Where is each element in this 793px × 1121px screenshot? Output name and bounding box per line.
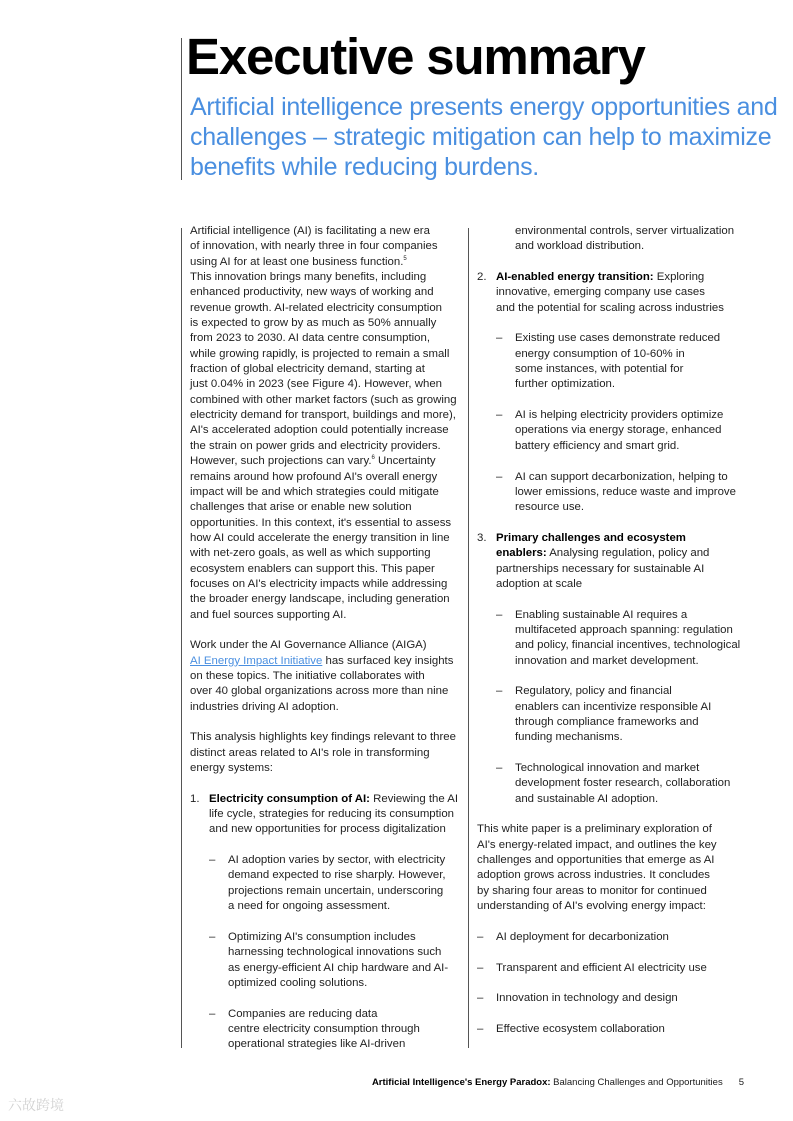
footnote-ref: 6: [371, 455, 375, 462]
line: on these topics. The initiative collaborates with: [190, 669, 425, 682]
line: AI's energy-related impact, and outlines the key: [477, 838, 717, 851]
line: partnerships necessary for sustainable AI: [496, 562, 705, 575]
line: Technological innovation and market: [515, 762, 700, 775]
ai-energy-impact-initiative-link[interactable]: AI Energy Impact Initiative: [190, 654, 323, 667]
line: Enabling sustainable AI requires a: [515, 608, 688, 621]
page-subtitle: Artificial intelligence presents energy opportunities and challenges – strategic mitigation can help to maximize benefits while reducing burdens.: [190, 93, 778, 181]
line: This analysis highlights key findings relevant to three: [190, 731, 456, 744]
line: Existing use cases demonstrate reduced: [515, 332, 721, 345]
line: funding mechanisms.: [515, 731, 623, 744]
right-column: [477, 224, 777, 1037]
line: resource use.: [515, 501, 585, 514]
line: AI adoption varies by sector, with electricity: [228, 854, 446, 867]
line: impact will be and which strategies could mitigate: [190, 485, 439, 498]
line: Analysing regulation, policy and: [546, 547, 710, 560]
footnote-ref: 5: [403, 255, 407, 262]
line: enhanced productivity, new ways of working and: [190, 286, 434, 299]
line: focuses on AI's electricity impacts while addressing: [190, 577, 448, 590]
line: adoption grows across industries. It concludes: [477, 869, 710, 882]
line: a need for ongoing assessment.: [228, 900, 391, 913]
line: life cycle, strategies for reducing its consumption: [209, 808, 455, 821]
line: operations via energy storage, enhanced: [515, 424, 722, 437]
watermark-text: 六故跨境: [8, 1097, 64, 1113]
dash-marker: –: [496, 608, 503, 621]
dash-marker: –: [209, 1007, 216, 1020]
line: This innovation brings many benefits, including: [190, 271, 427, 284]
line: combined with other market factors (such as growing: [190, 393, 457, 406]
line: challenges that arise or enable new solution: [190, 501, 412, 514]
numbered-item-1: [190, 792, 462, 838]
line: distinct areas related to AI's role in transforming: [190, 746, 430, 759]
line: challenges and opportunities that emerge as AI: [477, 854, 715, 867]
monitor-area-text: Transparent and efficient AI electricity use: [496, 961, 707, 974]
line: AI's accelerated adoption could potentially increase: [190, 424, 449, 437]
line: how AI could accelerate the energy transition in line: [190, 531, 450, 544]
line: by sharing four areas to monitor for continued: [477, 884, 707, 897]
dash-marker: –: [496, 409, 503, 422]
page-footer: [372, 1077, 744, 1088]
numbered-item-3: [477, 531, 777, 592]
line: demand expected to rise sharply. However,: [228, 869, 446, 882]
line: harnessing technological innovations such: [228, 946, 442, 959]
line: while growing rapidly, is projected to remain a small: [190, 347, 450, 360]
bullet-item: [477, 684, 777, 745]
line: multifaceted approach spanning: regulation: [515, 623, 733, 636]
dash-marker: –: [477, 1022, 484, 1035]
line: Companies are reducing data: [228, 1007, 378, 1020]
line: projections remain uncertain, underscoring: [228, 884, 444, 897]
context-paragraph: [190, 270, 462, 623]
monitor-area-item: [477, 991, 777, 1006]
bullet-item: [477, 761, 777, 807]
monitor-area-text: AI deployment for decarbonization: [496, 930, 669, 943]
line: ecosystem enablers can support this. This paper: [190, 562, 435, 575]
monitor-area-text: Effective ecosystem collaboration: [496, 1022, 665, 1035]
dash-marker: –: [496, 685, 503, 698]
line: Uncertainty: [374, 455, 436, 468]
bullet-continuation: [477, 224, 777, 255]
intro-paragraph: [190, 224, 462, 270]
line: is expected to grow by as much as 50% annually: [190, 317, 437, 330]
line: AI is helping electricity providers optimize: [515, 409, 724, 422]
line: from 2023 to 2030. AI data centre consumption,: [190, 332, 430, 345]
item-heading: AI-enabled energy transition:: [496, 271, 654, 284]
monitor-area-text: Innovation in technology and design: [496, 992, 678, 1005]
line: lower emissions, reduce waste and improve: [515, 485, 736, 498]
line: environmental controls, server virtualization: [515, 225, 735, 237]
line: through compliance frameworks and: [515, 716, 699, 728]
line: and fuel sources supporting AI.: [190, 608, 347, 621]
line: development foster research, collaboration: [515, 777, 731, 790]
line: AI can support decarbonization, helping to: [515, 470, 728, 483]
analysis-paragraph: [190, 730, 462, 776]
left-column-rule: [181, 228, 182, 1048]
dash-marker: –: [477, 930, 484, 943]
bullet-item: [477, 408, 777, 454]
line: fraction of global electricity demand, starting at: [190, 363, 425, 376]
right-column-rule: [468, 228, 469, 1048]
line: energy systems:: [190, 762, 273, 775]
line: centre electricity consumption through: [228, 1022, 420, 1035]
line: and new opportunities for process digitalization: [209, 823, 446, 836]
aiga-paragraph: [190, 638, 462, 715]
line: Reviewing the AI: [369, 792, 458, 805]
page-number: 5: [738, 1077, 744, 1088]
item-heading: enablers:: [496, 547, 547, 560]
line: industries driving AI adoption.: [190, 700, 339, 713]
item-heading: Primary challenges and ecosystem: [496, 531, 686, 544]
line: remains around how profound AI's overall energy: [190, 470, 438, 483]
line: enablers can incentivize responsible AI: [515, 700, 712, 713]
numbered-item-2: [477, 270, 777, 316]
bullet-item: [190, 1007, 462, 1053]
left-column: [190, 224, 462, 1053]
footer-title-rest: Balancing Challenges and Opportunities: [550, 1077, 723, 1088]
line: optimized cooling solutions.: [228, 976, 368, 989]
line: and the potential for scaling across industries: [496, 301, 724, 314]
item-number: 2.: [477, 271, 487, 284]
line: innovative, emerging company use cases: [496, 286, 705, 299]
dash-marker: –: [209, 930, 216, 943]
monitor-area-item: [477, 930, 777, 945]
dash-marker: –: [477, 961, 484, 974]
dash-marker: –: [209, 854, 216, 867]
line: understanding of AI's evolving energy impact:: [477, 900, 706, 913]
dash-marker: –: [496, 470, 503, 483]
line: the strain on power grids and electricity providers.: [190, 439, 441, 452]
line: some instances, with potential for: [515, 363, 684, 376]
dash-marker: –: [496, 762, 503, 775]
bullet-item: [477, 331, 777, 392]
title-rule: [181, 38, 182, 180]
line: innovation and market development.: [515, 654, 699, 667]
item-number: 3.: [477, 531, 487, 544]
line: adoption at scale: [496, 577, 583, 590]
bullet-item: [190, 853, 462, 914]
line: battery efficiency and smart grid.: [515, 439, 680, 452]
line: Optimizing AI's consumption includes: [228, 930, 416, 943]
line: using AI for at least one business function.: [190, 255, 404, 268]
line: Exploring: [653, 271, 705, 284]
item-number: 1.: [190, 792, 200, 805]
line: energy consumption of 10-60% in: [515, 347, 685, 360]
monitor-area-item: [477, 961, 777, 976]
line: just 0.04% in 2023 (see Figure 4). However, when: [190, 378, 442, 391]
footer-title-bold: Artificial Intelligence's Energy Paradox:: [371, 1077, 551, 1088]
line: has surfaced key insights: [322, 654, 454, 667]
line: This white paper is a preliminary exploration of: [477, 823, 712, 836]
line: and sustainable AI adoption.: [515, 792, 659, 805]
dash-marker: –: [496, 332, 503, 345]
line: Regulatory, policy and financial: [515, 685, 672, 698]
watermark-logo: [8, 1095, 64, 1115]
line: Artificial intelligence (AI) is facilitating a new era: [190, 225, 430, 237]
line: Work under the AI Governance Alliance (AIGA): [190, 639, 427, 652]
line: However, such projections can vary.: [190, 455, 372, 468]
line: of innovation, with nearly three in four companies: [190, 240, 438, 253]
line: operational strategies like AI-driven: [228, 1038, 406, 1051]
bullet-item: [477, 608, 777, 669]
page-title: Executive summary: [186, 28, 645, 85]
line: opportunities. In this context, it's essential to assess: [190, 516, 452, 529]
bullet-item: [477, 470, 777, 516]
line: the broader energy landscape, including generation: [190, 593, 450, 606]
bullet-item: [190, 930, 462, 991]
line: further optimization.: [515, 378, 616, 391]
line: as energy-efficient AI chip hardware and AI-: [228, 961, 449, 974]
line: over 40 global organizations across more than nine: [190, 685, 449, 698]
dash-marker: –: [477, 992, 484, 1005]
monitor-area-item: [477, 1022, 777, 1037]
line: electricity demand for transport, buildings and more),: [190, 409, 456, 422]
closing-paragraph: [477, 822, 777, 914]
line: with net-zero goals, as well as which supporting: [190, 547, 431, 560]
line: and policy, financial incentives, technological: [515, 639, 741, 652]
line: revenue growth. AI-related electricity consumption: [190, 301, 442, 314]
line: and workload distribution.: [515, 240, 645, 253]
item-heading: Electricity consumption of AI:: [209, 792, 370, 805]
